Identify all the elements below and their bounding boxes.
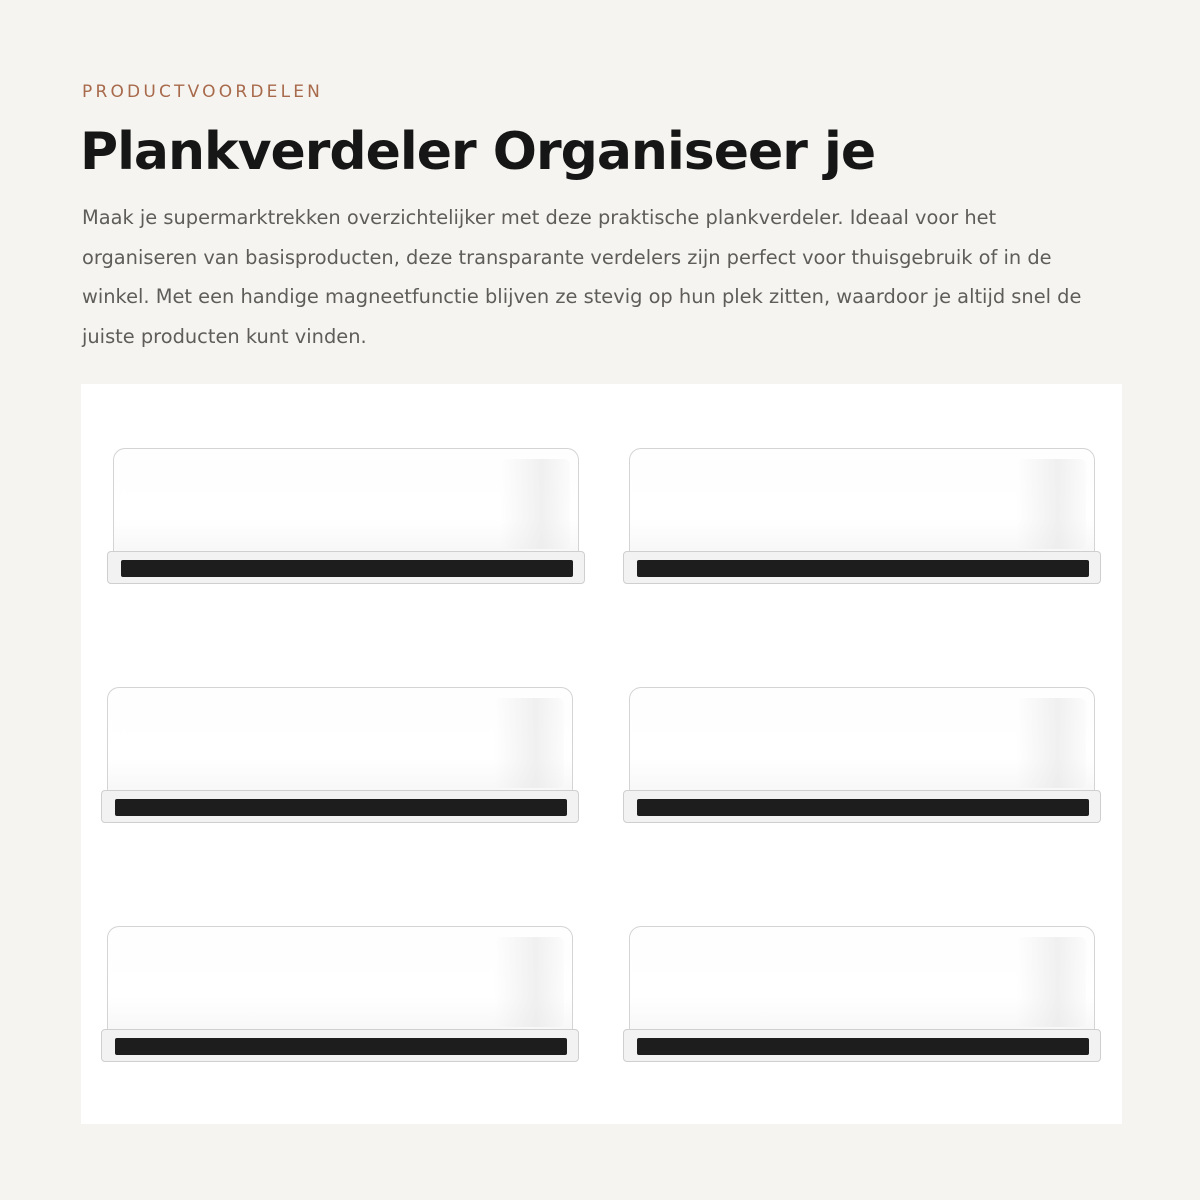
divider-acrylic-plate	[107, 687, 573, 805]
divider-acrylic-plate	[629, 687, 1095, 805]
section-title: Plankverdeler Organiseer je	[80, 122, 876, 182]
product-image	[81, 384, 1122, 1124]
divider-acrylic-plate	[113, 448, 579, 566]
section-description: Maak je supermarktrekken overzichtelijker met deze praktische plankverdeler. Ideaal voor het organiseren van basisproducten, deze transparante verdelers zijn perfect voor thuisgebruik of in de winkel. Met een handige magneetfunctie blijven ze stevig op hun plek zitten, waardoor je altijd snel de juiste producten kunt vinden.	[82, 206, 1082, 348]
magnet-strip	[115, 799, 567, 816]
section-eyebrow: PRODUCTVOORDELEN	[82, 82, 324, 102]
magnet-strip	[637, 799, 1089, 816]
magnet-strip	[637, 1038, 1089, 1055]
divider-acrylic-plate	[629, 448, 1095, 566]
magnet-strip	[121, 560, 573, 577]
magnet-strip	[115, 1038, 567, 1055]
magnet-strip	[637, 560, 1089, 577]
divider-acrylic-plate	[629, 926, 1095, 1044]
divider-acrylic-plate	[107, 926, 573, 1044]
